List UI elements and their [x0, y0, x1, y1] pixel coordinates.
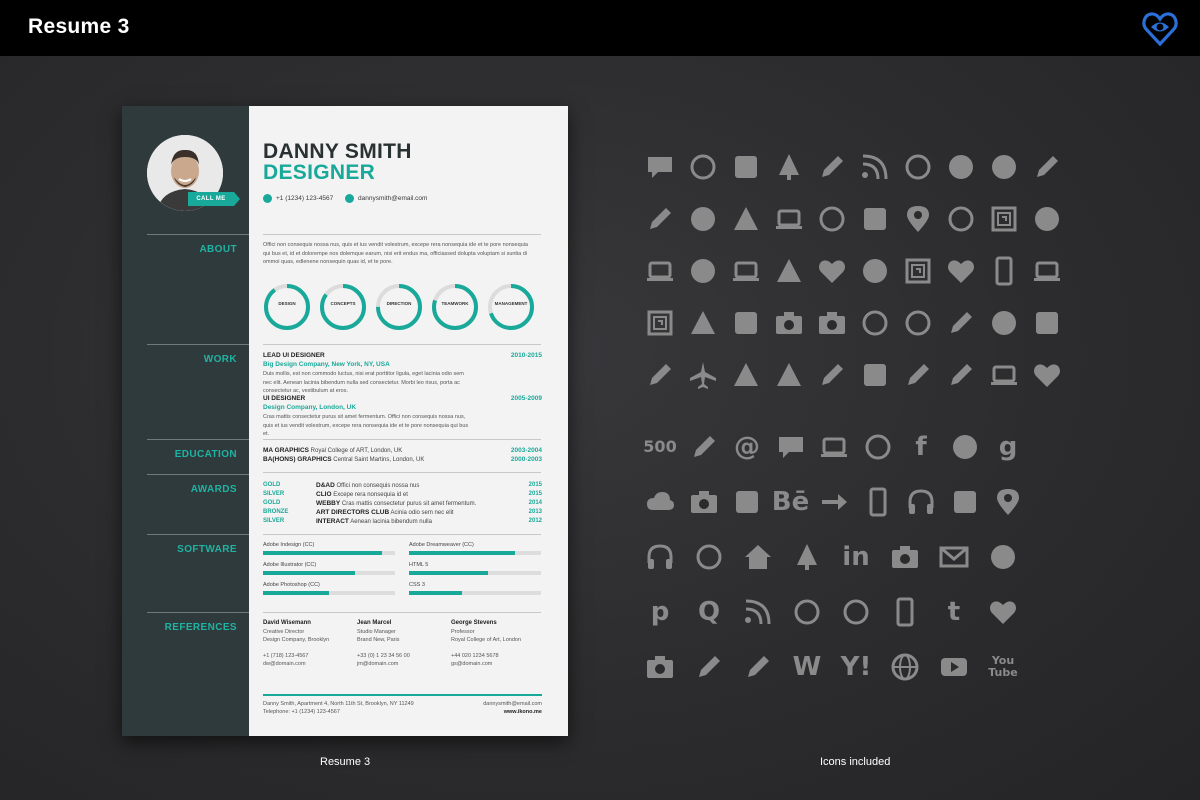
hockey-stick-icon: [1030, 150, 1064, 184]
target-icon: [815, 202, 849, 236]
software-bar: [409, 591, 541, 595]
phone-icon: [987, 254, 1021, 288]
divider: [263, 439, 541, 440]
flickr-icon[interactable]: [948, 430, 982, 464]
award-level: GOLD: [263, 500, 281, 506]
top-bar: [0, 0, 1200, 56]
location-pin-icon[interactable]: [991, 485, 1025, 519]
mobile-icon[interactable]: [888, 595, 922, 629]
job-company: Design Company, London, UK: [263, 404, 357, 411]
cutlery-icon: [815, 358, 849, 392]
drone-icon: [643, 306, 677, 340]
call-me-badge[interactable]: CALL ME: [188, 192, 234, 206]
footer-address: Danny Smith, Apartment 4, North 11th St, Brooklyn, NY 11249 Telephone: +1 (1234) 123-4567: [263, 701, 414, 715]
reference-contact: +1 (718) 123-4567 dw@domain.com: [263, 653, 309, 667]
resume-role: DESIGNER: [263, 161, 376, 184]
mail-icon[interactable]: [937, 540, 971, 574]
tent-icon: [729, 358, 763, 392]
tumblr-icon[interactable]: t: [947, 597, 961, 627]
award-year: 2013: [528, 509, 542, 515]
sidebar-section-references: REFERENCES: [147, 612, 249, 613]
space-invader-icon: [1030, 306, 1064, 340]
instagram-icon[interactable]: [888, 540, 922, 574]
myspace-icon[interactable]: [986, 540, 1020, 574]
reference-contact: +44 020 1234 5678 gs@domain.com: [451, 653, 499, 667]
tree-icon[interactable]: [790, 540, 824, 574]
award-year: 2015: [528, 482, 542, 488]
basketball-icon: [686, 254, 720, 288]
award-level: SILVER: [263, 518, 285, 524]
skill-circle-label: TEAMWORK: [441, 301, 469, 306]
caption-icons: Icons included: [820, 756, 891, 768]
aperture-icon: [858, 306, 892, 340]
football-icon: [944, 150, 978, 184]
software-label: Adobe Dreamweaver (CC): [409, 542, 474, 548]
skill-circle: [431, 283, 479, 331]
sidebar-section-work: WORK: [147, 344, 249, 345]
contact-phone[interactable]: +1 (1234) 123-4567: [263, 194, 333, 203]
radio-icon: [987, 358, 1021, 392]
ping-pong-icon: [815, 254, 849, 288]
clapperboard-icon: [729, 306, 763, 340]
running-icon: [815, 150, 849, 184]
award-item: ART DIRECTORS CLUB Acinia odio sem nec elit: [316, 509, 454, 516]
video-camera-icon: [772, 306, 806, 340]
software-bar: [263, 571, 395, 575]
award-level: GOLD: [263, 482, 281, 488]
pinterest-icon[interactable]: p: [650, 597, 670, 627]
quora-icon[interactable]: Q: [697, 597, 721, 627]
skill-circle: [263, 283, 311, 331]
job-company: Big Design Company, New York, NY, USA: [263, 361, 390, 368]
divider: [263, 612, 541, 613]
job-description: Cras mattis consectetur purus sit amet fermentum. Offici non consequis nossa nus, quis et ius vendit volestrum, excepe rera nonsequia ide et te pore nonsequia qui bus et.: [263, 414, 469, 437]
phone-handset-icon[interactable]: [904, 485, 938, 519]
deviantart-icon[interactable]: [687, 430, 721, 464]
gamepad-icon: [643, 150, 677, 184]
divider: [263, 472, 541, 473]
fishing-hook-icon: [901, 202, 935, 236]
ipod-icon[interactable]: [861, 485, 895, 519]
baseball-bat-icon: [944, 306, 978, 340]
education-item: BA(HONS) GRAPHICS Central Saint Martins, London, UK: [263, 456, 425, 463]
home-icon[interactable]: [741, 540, 775, 574]
laptop-icon: [643, 254, 677, 288]
job-description: Duis mollis, est non commodo luctus, nisi erat porttitor ligula, eget lacinia odio sem nec elit. Aenean lacinia bibendum nulla sed consectetur. Morbi leo risus, porta ac consectetur ac, vestibulum at eros.: [263, 371, 464, 394]
paragraph-icon: [858, 202, 892, 236]
dumbbell-icon: [772, 202, 806, 236]
award-year: 2014: [528, 500, 542, 506]
golf-ball-icon: [686, 202, 720, 236]
resume-main: [249, 106, 568, 736]
contact-email[interactable]: dannysmith@email.com: [345, 194, 427, 203]
divider: [263, 234, 541, 235]
email-icon: [345, 194, 354, 203]
heart-eye-logo-icon[interactable]: [1142, 8, 1178, 48]
vine-icon[interactable]: [741, 650, 775, 684]
headphones-icon[interactable]: [643, 540, 677, 574]
education-years: 2003-2004: [510, 447, 542, 454]
skill-circle: [375, 283, 423, 331]
job-years: 2010-2015: [510, 352, 542, 359]
job-title: UI DESIGNER: [263, 395, 306, 402]
award-item: INTERACT Aenean lacinia bibendum nulla: [316, 518, 432, 525]
steering-wheel-icon: [686, 150, 720, 184]
software-bar: [263, 591, 395, 595]
palette-icon: [1030, 358, 1064, 392]
billiard-ball-icon: [1030, 202, 1064, 236]
skill-circle-label: DESIGN: [278, 301, 296, 306]
code-window-icon: [1030, 254, 1064, 288]
reference-details: Creative Director Design Company, Brooklyn: [263, 629, 330, 643]
resume-sidebar: [122, 106, 249, 736]
snorkel-icon: [901, 306, 935, 340]
book-icon: [729, 150, 763, 184]
camera-icon[interactable]: [687, 485, 721, 519]
skill-circle-label: MANAGEMENT: [494, 301, 528, 306]
award-item: WEBBY Cras mattis consectetur purus sit amet fermentum.: [316, 500, 477, 507]
software-label: Adobe Photoshop (CC): [263, 582, 320, 588]
stumbleupon-icon[interactable]: [839, 595, 873, 629]
education-item: MA GRAPHICS Royal College of ART, London, UK: [263, 447, 403, 454]
award-year: 2015: [528, 491, 542, 497]
linkedin-icon[interactable]: in: [842, 542, 870, 572]
skill-circle-label: CONCEPTS: [330, 301, 356, 306]
award-level: SILVER: [263, 491, 285, 497]
swimming-icon: [858, 150, 892, 184]
reference-name: David Wisemann: [263, 620, 311, 626]
award-year: 2012: [528, 518, 542, 524]
divider: [263, 344, 541, 345]
reference-name: Jean Marcel: [357, 620, 392, 626]
soccer-ball-icon: [987, 150, 1021, 184]
resume-name: DANNY SMITH: [263, 140, 412, 163]
dribbble-icon[interactable]: [861, 430, 895, 464]
500px-icon[interactable]: 500: [643, 437, 677, 456]
reference-name: George Stevens: [451, 620, 497, 626]
goodreads-icon[interactable]: g: [998, 432, 1018, 462]
arrow-right-icon[interactable]: [817, 485, 851, 519]
cricket-bat-icon: [643, 202, 677, 236]
yahoo-icon[interactable]: Y!: [840, 652, 872, 682]
turntable-icon: [944, 202, 978, 236]
shuttlecock-icon: [729, 202, 763, 236]
reference-details: Studio Manager Brand New, Paris: [357, 629, 400, 643]
phone-icon: [263, 194, 272, 203]
behance-icon[interactable]: Bē: [771, 487, 810, 517]
divider: [263, 534, 541, 535]
monitor-icon: [729, 254, 763, 288]
job-years: 2005-2009: [510, 395, 542, 402]
sidebar-section-education: EDUCATION: [147, 439, 249, 440]
cloud-icon[interactable]: [643, 485, 677, 519]
facebook-icon[interactable]: f: [915, 432, 927, 462]
wikipedia-icon[interactable]: W: [792, 652, 822, 682]
award-item: D&AD Offici non consequis nossa nus: [316, 482, 420, 489]
skill-circle-label: DIRECTION: [386, 301, 412, 306]
twitter-icon[interactable]: [986, 595, 1020, 629]
caption-resume: Resume 3: [320, 756, 371, 768]
graduation-cap-icon: [772, 254, 806, 288]
airplane-icon: [686, 358, 720, 392]
pen-nib-icon: [944, 358, 978, 392]
software-label: Adobe Illustrator (CC): [263, 562, 317, 568]
vimeo-icon[interactable]: [692, 650, 726, 684]
software-bar: [409, 571, 541, 575]
about-text: Offici non consequis nossa nus, quis et ius vendit volestrum, excepe rera nonsequia ide et te pore nonsequia qui bus et, id et dolorempe nos dolemque earum, nisi erit endus ma, officiassed dolupta voluptam si suntia di ommoi quas, edlenene nonsequin quas id, et te pore.: [263, 242, 528, 265]
skype-icon[interactable]: [790, 595, 824, 629]
software-label: Adobe Indesign (CC): [263, 542, 315, 548]
google-plus-icon[interactable]: [948, 485, 982, 519]
rss-icon[interactable]: [741, 595, 775, 629]
footer-contact: dannysmith@email.com www.ikono.me: [483, 701, 542, 715]
flower-icon: [944, 254, 978, 288]
laptop-icon[interactable]: [817, 430, 851, 464]
software-label: HTML 5: [409, 562, 429, 568]
resume-document: [122, 106, 568, 736]
software-bar: [263, 551, 395, 555]
page-title: Resume 3: [28, 15, 130, 38]
chat-icon[interactable]: [774, 430, 808, 464]
globe-icon[interactable]: [888, 650, 922, 684]
bicycle-icon: [901, 150, 935, 184]
maze-icon: [901, 254, 935, 288]
video-icon[interactable]: [643, 650, 677, 684]
award-item: CLIO Excepe rera nonsequia id et: [316, 491, 408, 498]
camera-icon: [815, 306, 849, 340]
reference-contact: +33 (0) 1 23 34 56 00 jm@domain.com: [357, 653, 410, 667]
pencil-icon: [901, 358, 935, 392]
skill-circle: [487, 283, 535, 331]
skill-circle: [319, 283, 367, 331]
microphone-icon: [643, 358, 677, 392]
sidebar-section-software: SOFTWARE: [147, 534, 249, 535]
aperture-icon[interactable]: [692, 540, 726, 574]
coffee-icon: [858, 358, 892, 392]
software-bar: [409, 551, 541, 555]
bowling-icon: [987, 306, 1021, 340]
footer-divider: [263, 694, 542, 696]
reference-details: Professor Royal College of Art, London: [451, 629, 522, 643]
chess-knight-icon: [686, 306, 720, 340]
chip-icon: [987, 202, 1021, 236]
award-level: BRONZE: [263, 509, 289, 515]
youtube-icon[interactable]: [937, 650, 971, 684]
job-title: LEAD UI DESIGNER: [263, 352, 325, 359]
sailboat-icon: [772, 358, 806, 392]
sidebar-section-awards: AWARDS: [147, 474, 249, 475]
software-label: CSS 3: [409, 582, 425, 588]
at-icon[interactable]: @: [734, 432, 760, 462]
blogger-icon[interactable]: [730, 485, 764, 519]
sidebar-section-about: ABOUT: [147, 234, 249, 235]
tennis-ball-icon: [858, 254, 892, 288]
forest-icon: [772, 150, 806, 184]
education-years: 2000-2003: [510, 456, 542, 463]
youtube-logo-icon[interactable]: You Tube: [988, 654, 1018, 679]
